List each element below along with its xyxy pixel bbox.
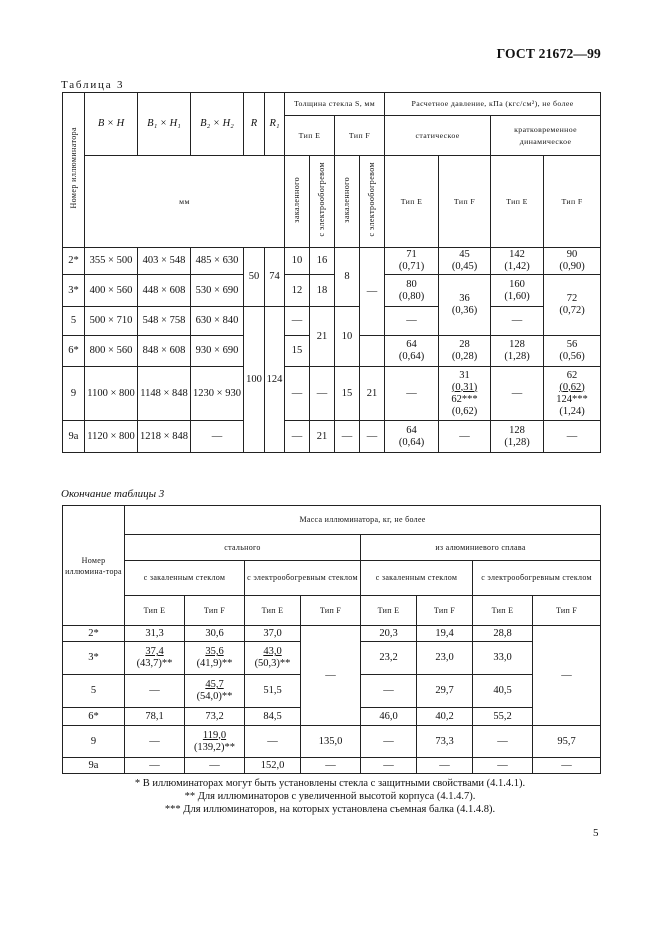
th-dyn-e: Тип E — [491, 156, 544, 248]
footnotes — [60, 777, 600, 816]
table3 — [62, 92, 601, 453]
cell: — — [491, 367, 544, 421]
th-type-e: Тип E — [125, 596, 185, 626]
cell: 5 — [63, 675, 125, 708]
th-type-e: Тип E — [245, 596, 301, 626]
cell: 21 — [360, 367, 385, 421]
cell — [544, 367, 601, 421]
th-pressure: Расчетное давление, кПа (кгс/см²), не более — [385, 93, 601, 116]
cell: 485 × 630 — [191, 248, 244, 275]
th-type-f: Тип F — [185, 596, 245, 626]
cell: 45 (0,45) — [439, 248, 491, 275]
cell — [185, 675, 245, 708]
cell: — — [335, 421, 360, 453]
cell: 15 — [335, 367, 360, 421]
cell: 6* — [63, 336, 85, 367]
th-type-f: Тип F — [417, 596, 473, 626]
th-type-f: Тип F — [301, 596, 361, 626]
cell — [185, 726, 245, 758]
cell: 64 (0,64) — [385, 336, 439, 367]
cell: — — [285, 367, 310, 421]
cell-line: 45,7 — [205, 679, 224, 690]
cell: 23,0 — [417, 642, 473, 675]
cell: — — [361, 675, 417, 708]
cell: — — [491, 307, 544, 336]
th-heated-e: с электрообогревом — [310, 156, 335, 248]
cell: 84,5 — [245, 708, 301, 726]
cell: 124 — [265, 307, 285, 453]
cell: 1218 × 848 — [138, 421, 191, 453]
cell: 28,8 — [473, 626, 533, 642]
cell: 1100 × 800 — [85, 367, 138, 421]
cell: — — [285, 421, 310, 453]
th-thick-type-f: Тип F — [335, 116, 385, 156]
cell-line: (54,0)** — [196, 691, 233, 702]
cell: 64 (0,64) — [385, 421, 439, 453]
cell — [185, 642, 245, 675]
cell: 31,3 — [125, 626, 185, 642]
th-type-e: Тип E — [361, 596, 417, 626]
cell — [439, 367, 491, 421]
cell: 21 — [310, 421, 335, 453]
th-alu: из алюминиевого сплава — [361, 535, 601, 561]
cell: 500 × 710 — [85, 307, 138, 336]
cell: 80 (0,80) — [385, 275, 439, 307]
cell-line: (50,3)** — [254, 658, 291, 669]
th-dyn-f: Тип F — [544, 156, 601, 248]
cell: 160 (1,60) — [491, 275, 544, 307]
table3-caption: Таблица 3 — [61, 79, 125, 91]
cell: 403 × 548 — [138, 248, 191, 275]
cell: 848 × 608 — [138, 336, 191, 367]
th-tempered-e: закаленного — [285, 156, 310, 248]
cell: 9 — [63, 367, 85, 421]
cell-line: (139,2)** — [193, 741, 236, 753]
cell: 152,0 — [245, 758, 301, 774]
cell: — — [385, 367, 439, 421]
cell: 16 — [310, 248, 335, 275]
cell: 9а — [63, 758, 125, 774]
th-mass: Масса иллюминатора, кг, не более — [125, 506, 601, 535]
cell: 71 (0,71) — [385, 248, 439, 275]
cell: — — [361, 726, 417, 758]
cell: 9а — [63, 421, 85, 453]
cell — [125, 642, 185, 675]
th-b1h1: B₁ × H₁ — [138, 93, 191, 156]
cell: 95,7 — [533, 726, 601, 758]
th-r1: R₁ — [265, 93, 285, 156]
cell: — — [417, 758, 473, 774]
cell: 9 — [63, 726, 125, 758]
th-dynamic: кратковременное динамическое — [491, 116, 601, 156]
table-row — [63, 421, 601, 453]
cell-line: (0,31) — [451, 381, 478, 393]
th-alu-tempered: с закаленным стеклом — [361, 561, 473, 596]
cell: 3* — [63, 275, 85, 307]
th-b2h2: B₂ × H₂ — [191, 93, 244, 156]
footnote: * В иллюминаторах могут быть установлены стекла с защитными свойствами (4.1.4.1). — [134, 778, 526, 789]
cell: 15 — [285, 336, 310, 367]
th-r: R — [244, 93, 265, 156]
cell-line: (1,24) — [559, 405, 585, 417]
cell-line: (41,9)** — [196, 658, 233, 669]
cell: 55,2 — [473, 708, 533, 726]
footnote: *** Для иллюминаторов, на которых установлена съемная балка (4.1.4.8). — [164, 804, 496, 815]
cell: — — [533, 626, 601, 726]
th-heated-f: с электрообогревом — [360, 156, 385, 248]
cell: 630 × 840 — [191, 307, 244, 336]
cell: — — [544, 421, 601, 453]
table3-end-caption: Окончание таблицы 3 — [61, 488, 165, 500]
th-number: Номер иллюминатора — [63, 93, 85, 248]
cell: 46,0 — [361, 708, 417, 726]
footnote: ** Для иллюминаторов с увеличенной высотой корпуса (4.1.4.7). — [184, 791, 476, 802]
cell: — — [301, 758, 361, 774]
cell: 548 × 758 — [138, 307, 191, 336]
cell: 1230 × 930 — [191, 367, 244, 421]
cell-line: 62 — [566, 369, 578, 381]
cell: — — [185, 758, 245, 774]
th-alu-heated: с электрообогревным стеклом — [473, 561, 601, 596]
cell: 930 × 690 — [191, 336, 244, 367]
cell: 530 × 690 — [191, 275, 244, 307]
cell: 20,3 — [361, 626, 417, 642]
th-mm: мм — [85, 156, 285, 248]
cell: — — [360, 421, 385, 453]
cell: 100 — [244, 307, 265, 453]
table-row — [63, 626, 601, 642]
cell: 90 (0,90) — [544, 248, 601, 275]
cell-line: 37,4 — [145, 646, 164, 657]
table-row — [63, 367, 601, 421]
cell-line: 62*** — [451, 393, 478, 405]
cell: 12 — [285, 275, 310, 307]
cell: — — [125, 758, 185, 774]
cell: 40,5 — [473, 675, 533, 708]
cell: — — [473, 758, 533, 774]
th-tempered-f: закаленного — [335, 156, 360, 248]
th-steel-tempered: с закаленным стеклом — [125, 561, 245, 596]
cell: — — [301, 626, 361, 726]
table-row — [63, 758, 601, 774]
cell-line: (0,62) — [451, 405, 478, 417]
cell: 73,2 — [185, 708, 245, 726]
cell: — — [360, 248, 385, 336]
cell: — — [245, 726, 301, 758]
cell: — — [125, 675, 185, 708]
cell: — — [439, 421, 491, 453]
cell: — — [285, 307, 310, 336]
cell: 40,2 — [417, 708, 473, 726]
th-thickness: Толщина стекла S, мм — [285, 93, 385, 116]
cell: 10 — [335, 307, 360, 367]
cell: 135,0 — [301, 726, 361, 758]
th-type-f: Тип F — [533, 596, 601, 626]
cell — [360, 336, 385, 367]
cell-line: (0,62) — [559, 381, 585, 393]
cell: 18 — [310, 275, 335, 307]
cell-line: 31 — [459, 369, 470, 381]
cell: 23,2 — [361, 642, 417, 675]
cell: — — [361, 758, 417, 774]
cell: — — [310, 367, 335, 421]
cell: 36 (0,36) — [439, 275, 491, 336]
cell: — — [385, 307, 439, 336]
cell: 800 × 560 — [85, 336, 138, 367]
cell: 56 (0,56) — [544, 336, 601, 367]
cell: 19,4 — [417, 626, 473, 642]
cell: 50 — [244, 248, 265, 307]
cell: 30,6 — [185, 626, 245, 642]
cell: 2* — [63, 248, 85, 275]
cell: 5 — [63, 307, 85, 336]
table-row — [63, 275, 601, 307]
doc-code: ГОСТ 21672—99 — [496, 46, 601, 61]
cell: 28 (0,28) — [439, 336, 491, 367]
cell: 3* — [63, 642, 125, 675]
th-static: статическое — [385, 116, 491, 156]
cell: 33,0 — [473, 642, 533, 675]
cell-line: 35,6 — [205, 646, 224, 657]
cell: 78,1 — [125, 708, 185, 726]
cell — [245, 642, 301, 675]
th-steel-heated: с электрообогревным стеклом — [245, 561, 361, 596]
cell: 6* — [63, 708, 125, 726]
cell-line: 119,0 — [202, 729, 227, 741]
cell-line: 124*** — [556, 393, 588, 405]
th-type-e: Тип E — [473, 596, 533, 626]
cell: 1148 × 848 — [138, 367, 191, 421]
cell: 400 × 560 — [85, 275, 138, 307]
table-row — [63, 248, 601, 275]
cell: 21 — [310, 307, 335, 367]
cell: 72 (0,72) — [544, 275, 601, 336]
cell: 51,5 — [245, 675, 301, 708]
th-steel: стального — [125, 535, 361, 561]
cell: 8 — [335, 248, 360, 307]
cell: 2* — [63, 626, 125, 642]
cell-line: 43,0 — [263, 646, 282, 657]
page-number: 5 — [593, 827, 599, 839]
th-static-e: Тип E — [385, 156, 439, 248]
cell: 10 — [285, 248, 310, 275]
cell: — — [125, 726, 185, 758]
cell-line: (43,7)** — [136, 658, 173, 669]
cell: 74 — [265, 248, 285, 307]
cell: 128 (1,28) — [491, 421, 544, 453]
cell: 128 (1,28) — [491, 336, 544, 367]
cell: 73,3 — [417, 726, 473, 758]
th-thick-type-e: Тип E — [285, 116, 335, 156]
th-number: Номер иллюмина-тора — [63, 506, 125, 626]
table-row — [63, 307, 601, 336]
cell: 1120 × 800 — [85, 421, 138, 453]
cell: 448 × 608 — [138, 275, 191, 307]
table-row — [63, 726, 601, 758]
cell: 142 (1,42) — [491, 248, 544, 275]
th-static-f: Тип F — [439, 156, 491, 248]
th-bh: B × H — [85, 93, 138, 156]
cell: — — [533, 758, 601, 774]
table3-end — [62, 505, 601, 774]
cell: — — [191, 421, 244, 453]
cell: 355 × 500 — [85, 248, 138, 275]
cell: — — [473, 726, 533, 758]
cell: 29,7 — [417, 675, 473, 708]
cell: 37,0 — [245, 626, 301, 642]
